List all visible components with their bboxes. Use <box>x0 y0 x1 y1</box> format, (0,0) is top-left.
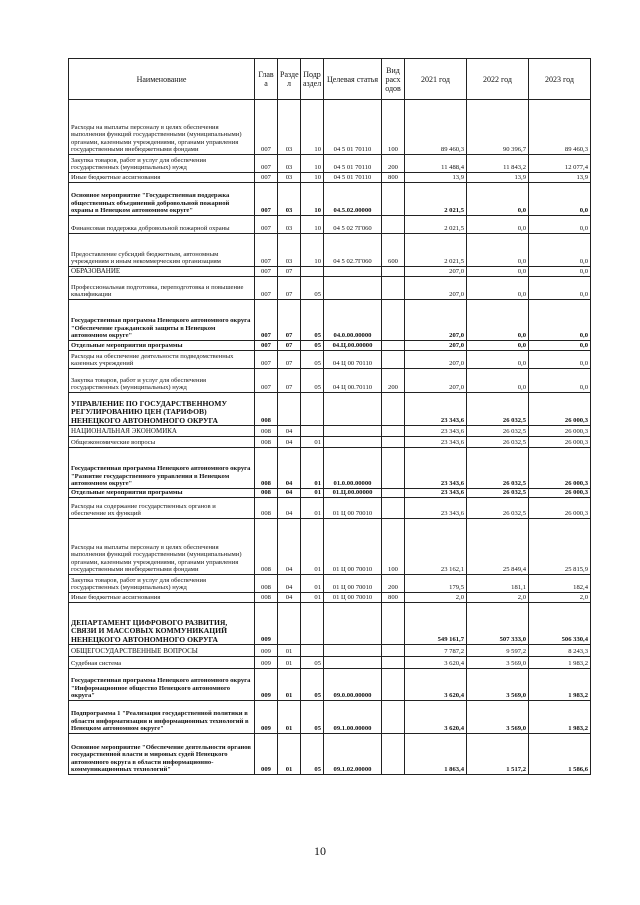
cell-glava: 008 <box>255 519 278 575</box>
cell-glava: 007 <box>255 300 278 341</box>
cell-podrazdel: 01 <box>301 593 324 603</box>
cell-y2023: 89 460,3 <box>529 100 591 155</box>
cell-y2021: 207,0 <box>405 341 467 351</box>
cell-y2023: 1 983,2 <box>529 701 591 734</box>
cell-razdel: 03 <box>278 173 301 183</box>
cell-podrazdel: 05 <box>301 701 324 734</box>
cell-y2023: 506 330,4 <box>529 603 591 645</box>
cell-name: Закупка товаров, работ и услуг для обеспечения государственных (муниципальных) нужд <box>69 369 255 393</box>
cell-y2021: 2 021,5 <box>405 183 467 216</box>
cell-target <box>324 603 382 645</box>
cell-y2023: 26 000,3 <box>529 489 591 498</box>
cell-y2021: 3 620,4 <box>405 701 467 734</box>
table-row <box>69 657 591 669</box>
cell-vid <box>382 351 405 369</box>
cell-podrazdel: 01 <box>301 448 324 489</box>
cell-target: 04.0.00.00000 <box>324 300 382 341</box>
cell-y2021: 207,0 <box>405 369 467 393</box>
cell-y2022: 3 569,0 <box>467 701 529 734</box>
cell-target <box>324 277 382 300</box>
cell-y2023: 26 000,3 <box>529 393 591 426</box>
cell-vid <box>382 437 405 448</box>
cell-target: 04 5 01 70110 <box>324 100 382 155</box>
cell-y2022: 0,0 <box>467 267 529 277</box>
cell-target: 09.1.00.00000 <box>324 701 382 734</box>
cell-vid: 100 <box>382 100 405 155</box>
cell-razdel: 01 <box>278 657 301 669</box>
table-row <box>69 437 591 448</box>
cell-razdel: 07 <box>278 369 301 393</box>
cell-y2022: 0,0 <box>467 300 529 341</box>
cell-podrazdel <box>301 645 324 657</box>
page-number: 10 <box>314 844 326 858</box>
cell-name: Расходы на обеспечение деятельности подведомственных казенных учреждений <box>69 351 255 369</box>
cell-razdel: 07 <box>278 267 301 277</box>
cell-razdel: 03 <box>278 234 301 267</box>
cell-razdel: 04 <box>278 593 301 603</box>
table-row <box>69 593 591 603</box>
cell-vid <box>382 701 405 734</box>
cell-y2022: 3 569,0 <box>467 657 529 669</box>
cell-y2022: 26 032,5 <box>467 393 529 426</box>
cell-vid <box>382 426 405 437</box>
cell-target: 01.0.00.00000 <box>324 448 382 489</box>
cell-target: 01.Ц.00.00000 <box>324 489 382 498</box>
cell-podrazdel <box>301 393 324 426</box>
cell-razdel: 07 <box>278 300 301 341</box>
cell-glava: 007 <box>255 234 278 267</box>
cell-podrazdel: 05 <box>301 657 324 669</box>
cell-glava: 007 <box>255 267 278 277</box>
cell-y2021: 89 460,3 <box>405 100 467 155</box>
cell-y2021: 3 620,4 <box>405 657 467 669</box>
cell-name: Закупка товаров, работ и услуг для обеспечения государственных (муниципальных) нужд <box>69 575 255 593</box>
cell-target <box>324 267 382 277</box>
cell-razdel: 03 <box>278 100 301 155</box>
cell-y2021: 7 787,2 <box>405 645 467 657</box>
table-row <box>69 669 591 701</box>
cell-y2022: 13,9 <box>467 173 529 183</box>
cell-podrazdel: 10 <box>301 216 324 234</box>
cell-y2023: 0,0 <box>529 277 591 300</box>
cell-y2022: 1 517,2 <box>467 734 529 775</box>
cell-y2022: 0,0 <box>467 277 529 300</box>
cell-y2023: 0,0 <box>529 341 591 351</box>
cell-y2023: 2,0 <box>529 593 591 603</box>
cell-podrazdel: 05 <box>301 369 324 393</box>
cell-target <box>324 657 382 669</box>
table-row <box>69 341 591 351</box>
cell-y2023: 12 077,4 <box>529 155 591 173</box>
table-row <box>69 498 591 519</box>
cell-y2023: 182,4 <box>529 575 591 593</box>
col-header-2021: 2021 год <box>405 59 467 100</box>
table-row <box>69 393 591 426</box>
cell-y2023: 1 983,2 <box>529 669 591 701</box>
cell-podrazdel: 01 <box>301 489 324 498</box>
table-row <box>69 300 591 341</box>
cell-name: Подпрограмма 1 "Реализация государственной политики в области информатизации и информационных технологий в Ненецком автономном округе" <box>69 701 255 734</box>
cell-glava: 009 <box>255 669 278 701</box>
cell-target <box>324 645 382 657</box>
cell-vid: 200 <box>382 155 405 173</box>
budget-table <box>68 58 591 775</box>
cell-glava: 009 <box>255 734 278 775</box>
cell-vid <box>382 267 405 277</box>
cell-glava: 008 <box>255 448 278 489</box>
table-row <box>69 701 591 734</box>
cell-name: Предоставление субсидий бюджетным, автономным учреждениям и иным некоммерческим организациям <box>69 234 255 267</box>
table-row <box>69 603 591 645</box>
cell-y2021: 207,0 <box>405 267 467 277</box>
cell-y2021: 23 343,6 <box>405 437 467 448</box>
cell-target: 04 Ц 00 70110 <box>324 351 382 369</box>
cell-podrazdel: 01 <box>301 519 324 575</box>
col-header-name: Наименование <box>69 59 255 100</box>
cell-glava: 007 <box>255 341 278 351</box>
cell-y2021: 2 021,5 <box>405 234 467 267</box>
cell-y2022: 26 032,5 <box>467 448 529 489</box>
cell-name: Судебная система <box>69 657 255 669</box>
cell-y2021: 2 021,5 <box>405 216 467 234</box>
cell-y2021: 3 620,4 <box>405 669 467 701</box>
cell-glava: 009 <box>255 645 278 657</box>
table-header-row <box>69 59 591 100</box>
cell-target: 01 Ц 00 70010 <box>324 519 382 575</box>
cell-name: Основное мероприятие "Государственная поддержка общественных объединений добровольной пожарной охраны в Ненецком автономном округе" <box>69 183 255 216</box>
table-row <box>69 216 591 234</box>
table-row <box>69 351 591 369</box>
cell-glava: 009 <box>255 701 278 734</box>
cell-razdel: 01 <box>278 701 301 734</box>
cell-razdel: 07 <box>278 277 301 300</box>
cell-vid <box>382 341 405 351</box>
cell-name: Расходы на выплаты персоналу в целях обеспечения выполнения функций государственными (муниципальными) органами, казенными учреждениями, органами управления государственными внебюджетными фондами <box>69 100 255 155</box>
cell-glava: 008 <box>255 437 278 448</box>
cell-razdel: 03 <box>278 183 301 216</box>
cell-name: УПРАВЛЕНИЕ ПО ГОСУДАРСТВЕННОМУ РЕГУЛИРОВАНИЮ ЦЕН (ТАРИФОВ) НЕНЕЦКОГО АВТОНОМНОГО ОКРУГА <box>69 393 255 426</box>
table-row <box>69 645 591 657</box>
cell-razdel: 04 <box>278 519 301 575</box>
cell-vid <box>382 669 405 701</box>
cell-glava: 007 <box>255 183 278 216</box>
cell-y2022: 26 032,5 <box>467 498 529 519</box>
cell-razdel <box>278 393 301 426</box>
cell-y2021: 2,0 <box>405 593 467 603</box>
cell-y2022: 26 032,5 <box>467 437 529 448</box>
cell-glava: 007 <box>255 173 278 183</box>
cell-target <box>324 426 382 437</box>
table-body <box>69 100 591 775</box>
cell-vid <box>382 734 405 775</box>
cell-name: Расходы на выплаты персоналу в целях обеспечения выполнения функций государственными (муниципальными) органами, казенными учреждениями, органами управления государственными внебюджетными фондами <box>69 519 255 575</box>
table-row <box>69 234 591 267</box>
cell-razdel: 04 <box>278 437 301 448</box>
cell-y2022: 0,0 <box>467 369 529 393</box>
cell-y2023: 26 000,3 <box>529 498 591 519</box>
cell-name: Отдельные мероприятия программы <box>69 489 255 498</box>
cell-name: Государственная программа Ненецкого автономного округа "Обеспечение гражданской защиты в Ненецком автономном округе" <box>69 300 255 341</box>
table-row <box>69 155 591 173</box>
cell-podrazdel: 01 <box>301 498 324 519</box>
cell-podrazdel <box>301 426 324 437</box>
cell-y2023: 1 983,2 <box>529 657 591 669</box>
cell-y2023: 1 586,6 <box>529 734 591 775</box>
cell-y2023: 0,0 <box>529 183 591 216</box>
cell-target: 09.1.02.00000 <box>324 734 382 775</box>
cell-name: Иные бюджетные ассигнования <box>69 593 255 603</box>
cell-vid: 100 <box>382 519 405 575</box>
cell-vid: 800 <box>382 593 405 603</box>
cell-glava: 007 <box>255 216 278 234</box>
cell-y2022: 0,0 <box>467 341 529 351</box>
cell-razdel: 04 <box>278 448 301 489</box>
cell-name: Закупка товаров, работ и услуг для обеспечения государственных (муниципальных) нужд <box>69 155 255 173</box>
cell-y2022: 0,0 <box>467 216 529 234</box>
cell-podrazdel <box>301 267 324 277</box>
col-header-vid: Вид расх одов <box>382 59 405 100</box>
cell-podrazdel: 10 <box>301 155 324 173</box>
table-row <box>69 267 591 277</box>
cell-y2023: 26 000,3 <box>529 448 591 489</box>
cell-y2021: 23 343,6 <box>405 498 467 519</box>
cell-y2023: 13,9 <box>529 173 591 183</box>
cell-razdel: 03 <box>278 155 301 173</box>
cell-target: 01 Ц 00 70010 <box>324 593 382 603</box>
cell-y2021: 1 863,4 <box>405 734 467 775</box>
col-header-2023: 2023 год <box>529 59 591 100</box>
col-header-podrazdel: Подр аздел <box>301 59 324 100</box>
cell-name: ОБРАЗОВАНИЕ <box>69 267 255 277</box>
cell-name: Государственная программа Ненецкого автономного округа "Развитие государственного управления в Ненецком автономном округе" <box>69 448 255 489</box>
cell-podrazdel: 05 <box>301 351 324 369</box>
cell-glava: 008 <box>255 426 278 437</box>
cell-razdel: 04 <box>278 575 301 593</box>
cell-podrazdel: 10 <box>301 234 324 267</box>
cell-glava: 008 <box>255 575 278 593</box>
cell-y2023: 25 815,9 <box>529 519 591 575</box>
cell-podrazdel: 01 <box>301 437 324 448</box>
cell-y2021: 549 161,7 <box>405 603 467 645</box>
cell-y2023: 0,0 <box>529 267 591 277</box>
cell-target: 04 5 01 70110 <box>324 173 382 183</box>
cell-vid <box>382 498 405 519</box>
cell-y2022: 26 032,5 <box>467 426 529 437</box>
cell-glava: 007 <box>255 277 278 300</box>
cell-razdel <box>278 603 301 645</box>
cell-y2022: 2,0 <box>467 593 529 603</box>
cell-name: Основное мероприятие "Обеспечение деятельности органов государственной власти и мировых судей Ненецкого автономного округа в области информационно-коммуникационных технологий" <box>69 734 255 775</box>
cell-razdel: 04 <box>278 489 301 498</box>
cell-podrazdel: 01 <box>301 575 324 593</box>
cell-y2022: 0,0 <box>467 183 529 216</box>
cell-target: 01 Ц 00 70010 <box>324 575 382 593</box>
cell-target <box>324 393 382 426</box>
cell-target: 04.5.02.00000 <box>324 183 382 216</box>
cell-name: Финансовая поддержка добровольной пожарной охраны <box>69 216 255 234</box>
cell-razdel: 07 <box>278 341 301 351</box>
cell-name: ОБЩЕГОСУДАРСТВЕННЫЕ ВОПРОСЫ <box>69 645 255 657</box>
cell-podrazdel: 05 <box>301 277 324 300</box>
cell-name: Профессиональная подготовка, переподготовка и повышение квалификации <box>69 277 255 300</box>
cell-target <box>324 437 382 448</box>
cell-vid <box>382 183 405 216</box>
cell-vid <box>382 277 405 300</box>
cell-y2021: 23 343,6 <box>405 448 467 489</box>
cell-y2023: 8 243,3 <box>529 645 591 657</box>
cell-y2023: 0,0 <box>529 369 591 393</box>
table-row <box>69 575 591 593</box>
table-row <box>69 183 591 216</box>
cell-name: ДЕПАРТАМЕНТ ЦИФРОВОГО РАЗВИТИЯ, СВЯЗИ И МАССОВЫХ КОММУНИКАЦИЙ НЕНЕЦКОГО АВТОНОМНОГО ОКРУГА <box>69 603 255 645</box>
cell-y2022: 90 396,7 <box>467 100 529 155</box>
cell-y2022: 26 032,5 <box>467 489 529 498</box>
cell-razdel: 03 <box>278 216 301 234</box>
cell-y2021: 23 343,6 <box>405 393 467 426</box>
cell-vid <box>382 393 405 426</box>
cell-podrazdel: 05 <box>301 300 324 341</box>
cell-glava: 009 <box>255 657 278 669</box>
cell-y2022: 0,0 <box>467 234 529 267</box>
cell-podrazdel: 10 <box>301 183 324 216</box>
cell-podrazdel <box>301 603 324 645</box>
cell-y2021: 13,9 <box>405 173 467 183</box>
cell-vid <box>382 300 405 341</box>
cell-y2021: 23 343,6 <box>405 489 467 498</box>
table-row <box>69 734 591 775</box>
cell-y2021: 23 343,6 <box>405 426 467 437</box>
cell-y2022: 507 333,0 <box>467 603 529 645</box>
cell-target: 04 Ц 00.70110 <box>324 369 382 393</box>
cell-y2021: 23 162,1 <box>405 519 467 575</box>
cell-glava: 007 <box>255 100 278 155</box>
cell-y2022: 9 597,2 <box>467 645 529 657</box>
cell-y2023: 0,0 <box>529 351 591 369</box>
col-header-2022: 2022 год <box>467 59 529 100</box>
cell-podrazdel: 05 <box>301 669 324 701</box>
cell-vid: 200 <box>382 369 405 393</box>
cell-name: Общеэкономические вопросы <box>69 437 255 448</box>
cell-y2021: 179,5 <box>405 575 467 593</box>
cell-glava: 008 <box>255 498 278 519</box>
table-row <box>69 277 591 300</box>
cell-glava: 007 <box>255 369 278 393</box>
table-row <box>69 100 591 155</box>
cell-vid: 600 <box>382 234 405 267</box>
cell-podrazdel: 05 <box>301 341 324 351</box>
cell-podrazdel: 10 <box>301 173 324 183</box>
cell-vid <box>382 657 405 669</box>
table-row <box>69 489 591 498</box>
col-header-razdel: Разде л <box>278 59 301 100</box>
cell-razdel: 01 <box>278 734 301 775</box>
cell-vid: 800 <box>382 173 405 183</box>
cell-glava: 008 <box>255 393 278 426</box>
cell-target: 04.Ц.00.00000 <box>324 341 382 351</box>
table-row <box>69 369 591 393</box>
cell-name: Отдельные мероприятия программы <box>69 341 255 351</box>
table-row <box>69 519 591 575</box>
cell-razdel: 04 <box>278 498 301 519</box>
cell-y2022: 3 569,0 <box>467 669 529 701</box>
col-header-glava: Глав а <box>255 59 278 100</box>
cell-vid <box>382 645 405 657</box>
cell-razdel: 07 <box>278 351 301 369</box>
cell-y2023: 0,0 <box>529 234 591 267</box>
cell-y2022: 25 849,4 <box>467 519 529 575</box>
cell-glava: 007 <box>255 155 278 173</box>
cell-y2023: 0,0 <box>529 300 591 341</box>
cell-glava: 009 <box>255 603 278 645</box>
cell-name: Расходы на содержание государственных органов и обеспечение их функций <box>69 498 255 519</box>
cell-glava: 008 <box>255 489 278 498</box>
cell-y2021: 207,0 <box>405 351 467 369</box>
cell-name: НАЦИОНАЛЬНАЯ ЭКОНОМИКА <box>69 426 255 437</box>
cell-name: Государственная программа Ненецкого автономного округа "Информационное общество Ненецкого автономного округа" <box>69 669 255 701</box>
cell-vid <box>382 216 405 234</box>
cell-y2023: 26 000,3 <box>529 437 591 448</box>
cell-vid <box>382 448 405 489</box>
cell-y2022: 181,1 <box>467 575 529 593</box>
cell-y2022: 0,0 <box>467 351 529 369</box>
cell-vid <box>382 603 405 645</box>
cell-name: Иные бюджетные ассигнования <box>69 173 255 183</box>
cell-target: 04 5 02 7Г060 <box>324 216 382 234</box>
cell-podrazdel: 05 <box>301 734 324 775</box>
cell-y2022: 11 843,2 <box>467 155 529 173</box>
cell-y2021: 11 488,4 <box>405 155 467 173</box>
cell-vid <box>382 489 405 498</box>
table-row <box>69 448 591 489</box>
table-row <box>69 173 591 183</box>
cell-target: 04 5 01 70110 <box>324 155 382 173</box>
cell-razdel: 01 <box>278 645 301 657</box>
cell-glava: 007 <box>255 351 278 369</box>
cell-y2021: 207,0 <box>405 300 467 341</box>
cell-vid: 200 <box>382 575 405 593</box>
cell-target: 01 Ц 00 70010 <box>324 498 382 519</box>
cell-razdel: 04 <box>278 426 301 437</box>
cell-razdel: 01 <box>278 669 301 701</box>
cell-target: 09.0.00.00000 <box>324 669 382 701</box>
cell-target: 04 5 02.7Г060 <box>324 234 382 267</box>
cell-y2021: 207,0 <box>405 277 467 300</box>
table-row <box>69 426 591 437</box>
cell-glava: 008 <box>255 593 278 603</box>
cell-y2023: 0,0 <box>529 216 591 234</box>
cell-podrazdel: 10 <box>301 100 324 155</box>
cell-y2023: 26 000,3 <box>529 426 591 437</box>
col-header-target: Целевая статья <box>324 59 382 100</box>
